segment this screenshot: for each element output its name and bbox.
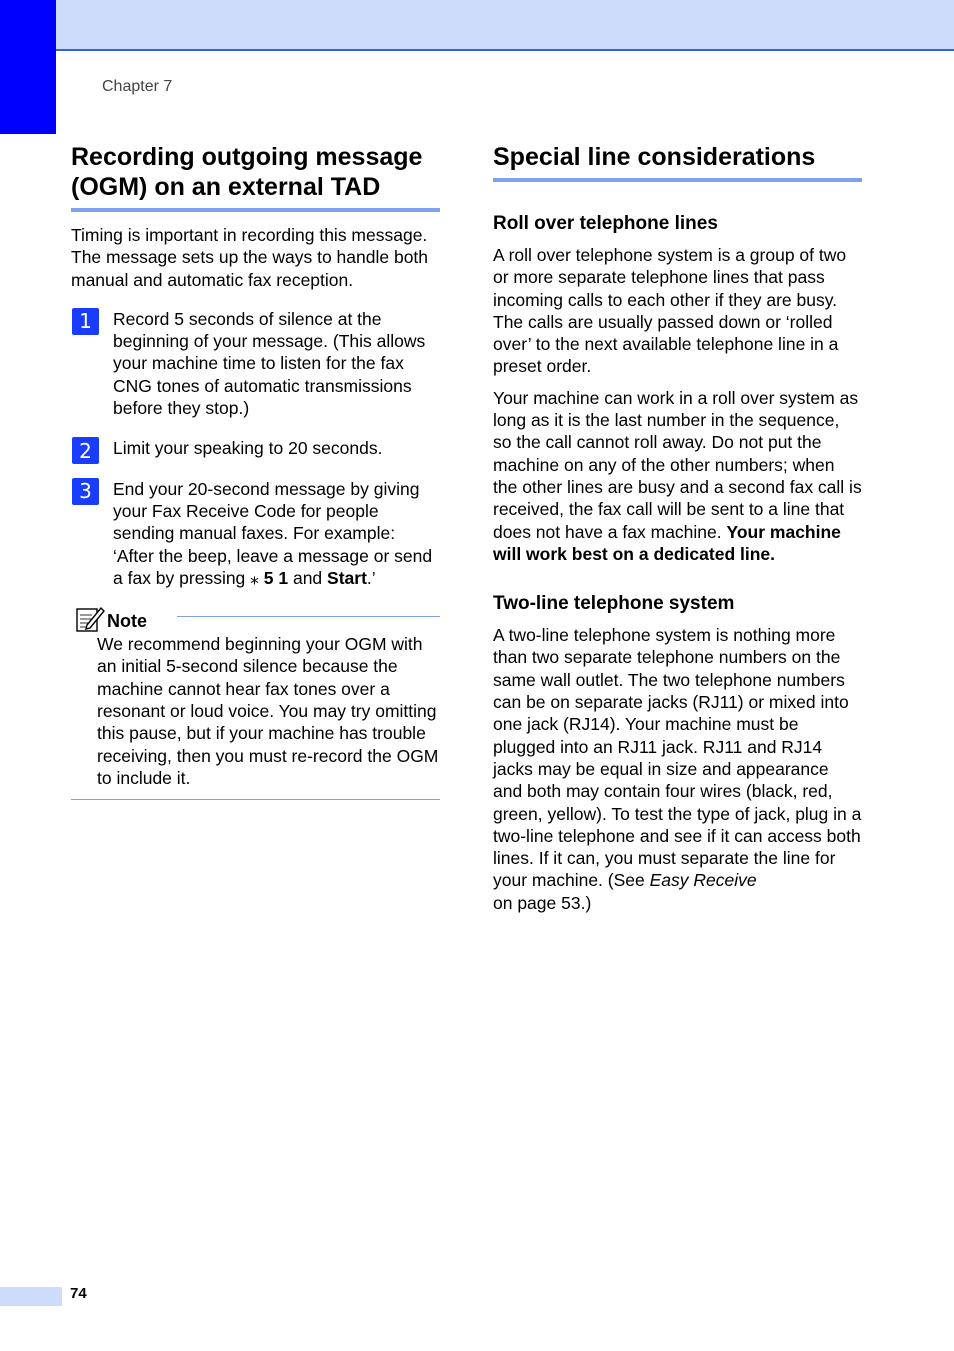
note-label: Note xyxy=(107,611,147,632)
two-line-paragraph xyxy=(493,624,862,914)
note-divider xyxy=(177,616,440,617)
cross-reference-link[interactable]: Easy Receive xyxy=(649,870,757,891)
note-pencil-icon xyxy=(75,605,105,633)
page-number: 74 xyxy=(70,1285,87,1302)
right-column xyxy=(493,142,862,914)
step-number-icon: 1 xyxy=(72,308,99,335)
step-text-part: and xyxy=(288,567,328,588)
paragraph-text: A two-line telephone system is nothing more than two separate telephone numbers on the same wall outlet. The two telephone numbers can be on separate jacks (RJ11) or mixed into one jack (RJ14). Your machine must be plugged into an RJ11 jack. RJ11 and RJ14 jacks may be equal in size and appearance and both may contain four wires (black, red, green, yellow). To test the type of jack, plug in a two-line telephone and see if it can access both lines. If it can, you must separate the line for your machine. (See xyxy=(493,625,862,891)
footer-bar xyxy=(0,1287,62,1306)
step-number-icon: 2 xyxy=(72,437,99,464)
step-2 xyxy=(71,437,440,463)
chapter-label: Chapter 7 xyxy=(102,78,173,95)
note-text: We recommend beginning your OGM with an initial 5-second silence because the machine cannot hear fax tones over a resonant or loud voice. You may try omitting this pause, but if your machine has trouble receiving, then you must re-record the OGM to include it. xyxy=(97,634,439,788)
step-number-icon: 3 xyxy=(72,478,99,505)
roll-over-paragraph-1: A roll over telephone system is a group of two or more separate telephone lines that pass incoming calls to each other if they are busy. The calls are usually passed down or ‘rolled over’ to the next available telephone line in a preset order. xyxy=(493,245,847,377)
paragraph-text: on page 53.) xyxy=(493,892,592,913)
section-title-ogm: Recording outgoing message (OGM) on an external TAD xyxy=(71,142,440,212)
section-title-special-lines: Special line considerations xyxy=(493,142,862,182)
step-text-part: .’ xyxy=(366,567,376,588)
left-column xyxy=(71,142,440,800)
paragraph-text: Your machine can work in a roll over system as long as it is the last number in the sequence, so the call cannot roll away. Do not put the machine on any of the other numbers; when the other lines are busy and a second fax call is received, the fax call will be sent to a line that does not have a fax machine. xyxy=(493,387,862,542)
roll-over-paragraph-2 xyxy=(493,387,862,565)
subheading-two-line: Two-line telephone system xyxy=(493,593,735,615)
step-1 xyxy=(71,308,440,419)
header-bar xyxy=(0,0,954,51)
chapter-tab xyxy=(0,0,56,134)
intro-paragraph: Timing is important in recording this message. The message sets up the ways to handle both manual and automatic fax reception. xyxy=(71,225,429,290)
star-key-icon: ⁎ xyxy=(250,567,259,588)
step-3 xyxy=(71,478,440,589)
start-key: Start xyxy=(327,567,367,588)
paragraph-bold-text: Your machine will work best on a dedicated line. xyxy=(493,521,841,564)
step-text xyxy=(113,478,440,589)
step-text: Limit your speaking to 20 seconds. xyxy=(113,438,383,459)
subheading-roll-over: Roll over telephone lines xyxy=(493,213,718,234)
fax-code: 5 1 xyxy=(263,567,289,588)
note-box xyxy=(71,605,440,800)
step-text: Record 5 seconds of silence at the beginning of your message. (This allows your machine time to listen for the fax CNG tones of automatic transmissions before they stop.) xyxy=(113,308,426,419)
step-text-part: End your 20-second message by giving your Fax Receive Code for people sending manual faxes. For example: ‘After the beep, leave a message or send a fax by pressing xyxy=(113,478,433,588)
